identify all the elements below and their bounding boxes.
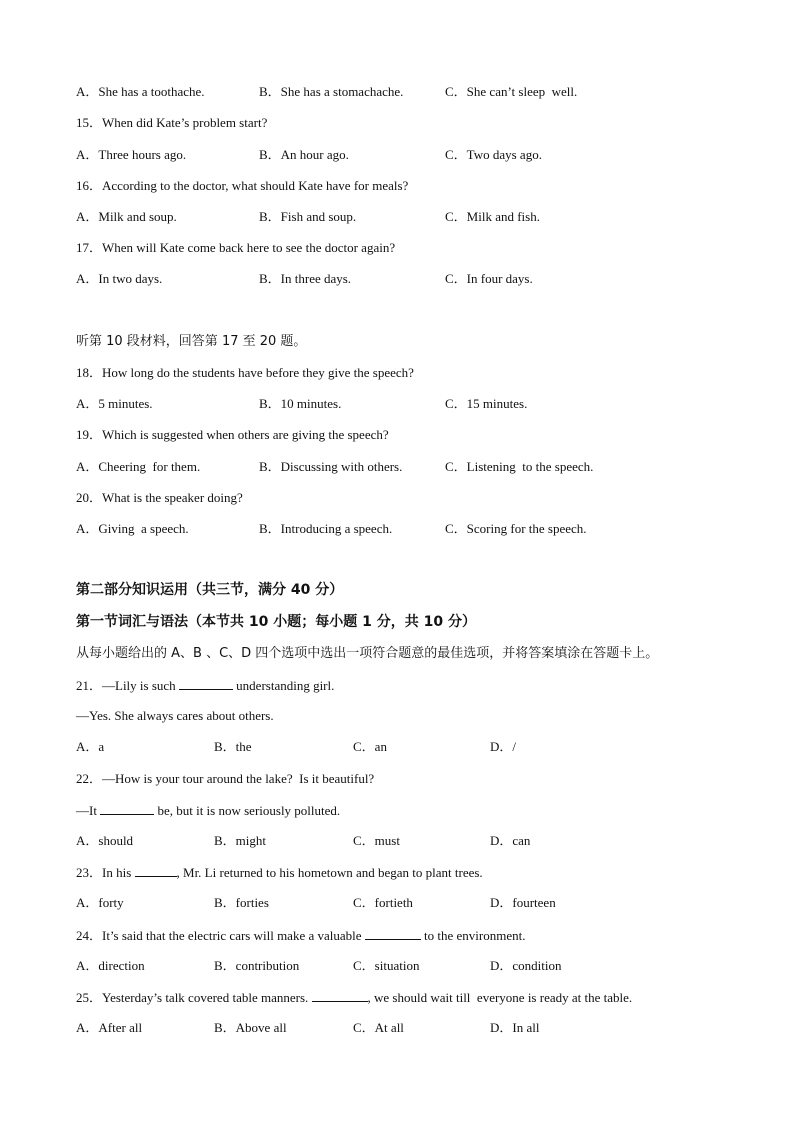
q22-option-d: D．can xyxy=(490,833,531,848)
q21-option-c: C．an xyxy=(353,739,387,754)
q18-option-c: C．15 minutes. xyxy=(445,396,528,411)
q16-option-c: C．Milk and fish. xyxy=(445,209,540,224)
q15-stem: 15．When did Kate’s problem start? xyxy=(76,115,268,130)
q23-blank xyxy=(135,864,177,877)
q24-blank xyxy=(365,927,421,940)
q21-option-d: D．/ xyxy=(490,739,517,754)
q18-option-b: B．10 minutes. xyxy=(259,396,342,411)
q16-option-a: A．Milk and soup. xyxy=(76,209,177,224)
q22-option-a: A．should xyxy=(76,833,134,848)
q18-option-a: A．5 minutes. xyxy=(76,396,153,411)
q17-option-b: B．In three days. xyxy=(259,271,352,286)
q20-stem: 20．What is the speaker doing? xyxy=(76,490,243,505)
q19-option-c: C．Listening to the speech. xyxy=(445,459,594,474)
section1-heading: 第一节词汇与语法（本节共 10 小题；每小题 1 分，共 10 分） xyxy=(76,614,476,630)
q20-option-b: B．Introducing a speech. xyxy=(259,521,393,536)
q23-option-d: D．fourteen xyxy=(490,895,556,910)
q14-option-c: C．She can’t sleep well. xyxy=(445,84,578,99)
q24-option-a: A．direction xyxy=(76,958,145,973)
q22-stem: 22．—How is your tour around the lake? Is it beautiful? xyxy=(76,771,375,786)
q22-reply-after: be, but it is now seriously polluted. xyxy=(154,803,341,818)
q20-option-c: C．Scoring for the speech. xyxy=(445,521,587,536)
q19-stem: 19．Which is suggested when others are giving the speech? xyxy=(76,427,389,442)
q23-stem-after: , Mr. Li returned to his hometown and began to plant trees. xyxy=(176,865,483,880)
q22-reply xyxy=(76,802,340,819)
q15-option-c: C．Two days ago. xyxy=(445,147,542,162)
q24-stem xyxy=(76,927,525,944)
q14-option-b: B．She has a stomachache. xyxy=(259,84,404,99)
q24-option-b: B．contribution xyxy=(214,958,300,973)
q24-option-d: D．condition xyxy=(490,958,562,973)
q25-stem-before: 25．Yesterday’s talk covered table manners. xyxy=(76,990,312,1005)
q15-option-b: B．An hour ago. xyxy=(259,147,349,162)
q25-option-c: C．At all xyxy=(353,1020,404,1035)
q15-option-a: A．Three hours ago. xyxy=(76,147,187,162)
q23-stem xyxy=(76,864,483,881)
q19-option-b: B．Discussing with others. xyxy=(259,459,403,474)
q22-option-b: B．might xyxy=(214,833,267,848)
q21-reply: —Yes. She always cares about others. xyxy=(76,708,274,723)
section10-instruction: 听第 10 段材料，回答第 17 至 20 题。 xyxy=(76,334,307,349)
q21-blank xyxy=(179,677,233,690)
q21-option-a: A．a xyxy=(76,739,105,754)
q18-stem: 18．How long do the students have before they give the speech? xyxy=(76,365,414,380)
q25-stem-after: , we should wait till everyone is ready at the table. xyxy=(367,990,633,1005)
q21-option-b: B．the xyxy=(214,739,252,754)
q24-stem-after: to the environment. xyxy=(420,928,526,943)
q20-option-a: A．Giving a speech. xyxy=(76,521,189,536)
q25-stem xyxy=(76,989,632,1006)
q25-option-b: B．Above all xyxy=(214,1020,287,1035)
q23-stem-before: 23．In his xyxy=(76,865,135,880)
part2-heading: 第二部分知识运用（共三节，满分 40 分） xyxy=(76,582,344,598)
section1-instruction: 从每小题给出的 A、B 、C、D 四个选项中选出一项符合题意的最佳选项，并将答案填涂在答题卡上。 xyxy=(76,646,659,661)
q22-option-c: C．must xyxy=(353,833,400,848)
q17-stem: 17．When will Kate come back here to see the doctor again? xyxy=(76,240,396,255)
q21-stem xyxy=(76,677,334,694)
q24-stem-before: 24．It’s said that the electric cars will make a valuable xyxy=(76,928,365,943)
q25-blank xyxy=(312,989,368,1002)
q14-option-a: A．She has a toothache. xyxy=(76,84,205,99)
q24-option-c: C．situation xyxy=(353,958,420,973)
q25-option-d: D．In all xyxy=(490,1020,540,1035)
q22-blank xyxy=(100,802,154,815)
q17-option-c: C．In four days. xyxy=(445,271,533,286)
q23-option-b: B．forties xyxy=(214,895,269,910)
q21-stem-before: 21．—Lily is such xyxy=(76,678,179,693)
q22-reply-before: —It xyxy=(76,803,101,818)
q16-option-b: B．Fish and soup. xyxy=(259,209,357,224)
q23-option-a: A．forty xyxy=(76,895,124,910)
q16-stem: 16．According to the doctor, what should Kate have for meals? xyxy=(76,178,409,193)
q25-option-a: A．After all xyxy=(76,1020,143,1035)
q23-option-c: C．fortieth xyxy=(353,895,413,910)
q21-stem-after: understanding girl. xyxy=(232,678,335,693)
q19-option-a: A．Cheering for them. xyxy=(76,459,201,474)
q17-option-a: A．In two days. xyxy=(76,271,163,286)
